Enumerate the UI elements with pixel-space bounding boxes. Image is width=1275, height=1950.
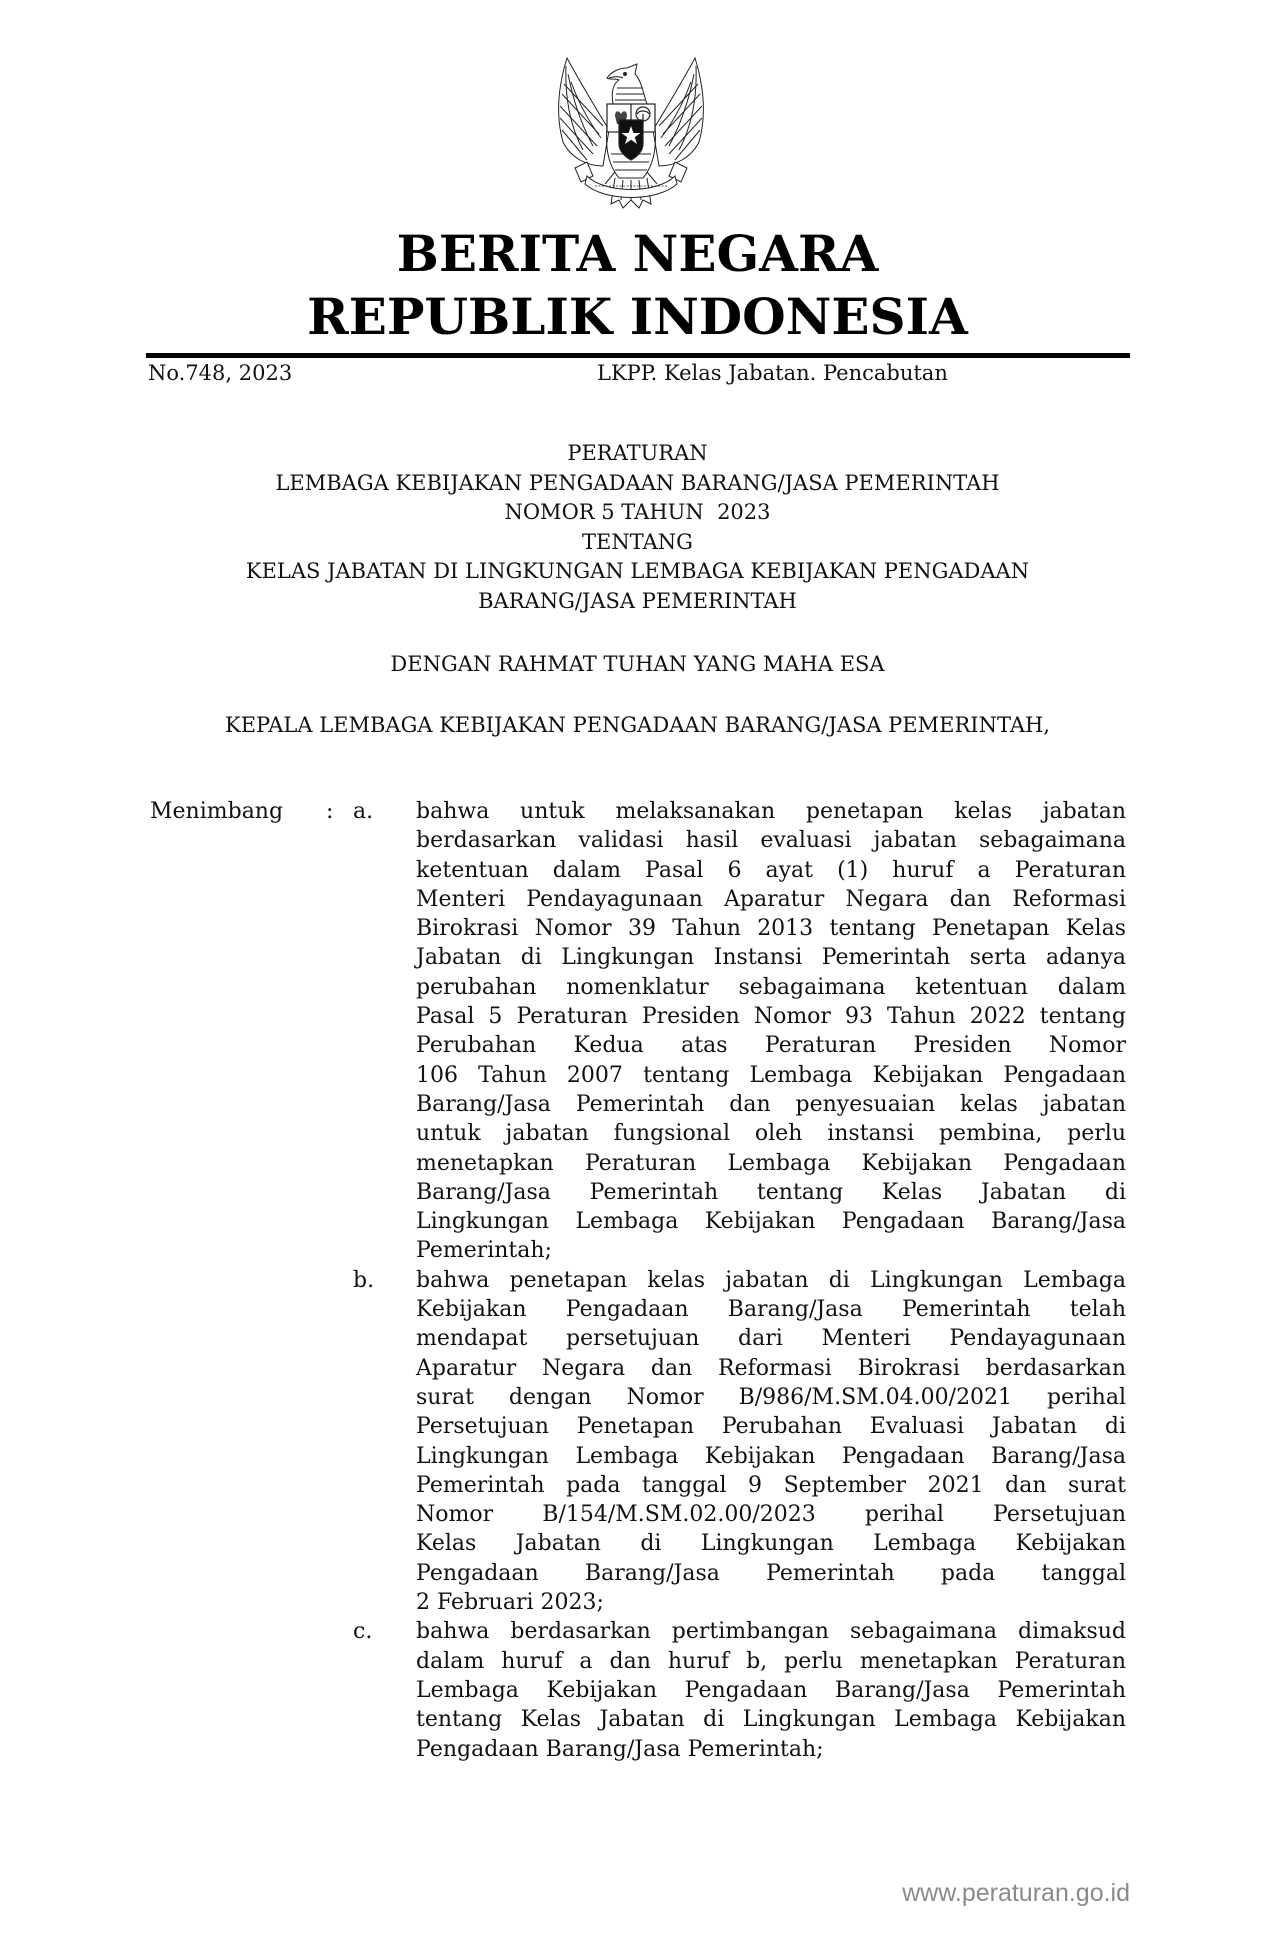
masthead-rule bbox=[146, 353, 1130, 358]
item-body bbox=[416, 1617, 1126, 1763]
body-line: 106 Tahun 2007 tentang Lembaga Kebijakan Pengadaan bbox=[416, 1062, 1126, 1088]
issuing-authority bbox=[0, 711, 1275, 741]
considerations-colon: : bbox=[326, 799, 334, 824]
body-line: Jabatan di Lingkungan Instansi Pemerintah serta adanya bbox=[416, 945, 1126, 971]
shield bbox=[607, 104, 655, 160]
gazette-number: No.748, 2023 bbox=[148, 361, 293, 385]
body-line: berdasarkan validasi hasil evaluasi jabatan sebagaimana bbox=[416, 828, 1126, 854]
body-line: Lingkungan Lembaga Kebijakan Pengadaan Barang/Jasa bbox=[416, 1443, 1126, 1469]
considerations-label: Menimbang bbox=[150, 799, 284, 824]
body-line: Menteri Pendayagunaan Aparatur Negara dan Reformasi bbox=[416, 886, 1126, 912]
garuda-pancasila-emblem bbox=[553, 54, 709, 214]
body-line: Pemerintah pada tanggal 9 September 2021 dan surat bbox=[416, 1472, 1126, 1498]
body-line: Perubahan Kedua atas Peraturan Presiden Nomor bbox=[416, 1033, 1126, 1059]
body-line: Lingkungan Lembaga Kebijakan Pengadaan Barang/Jasa bbox=[416, 1209, 1126, 1235]
body-line: menetapkan Peraturan Lembaga Kebijakan Pengadaan bbox=[416, 1150, 1126, 1176]
body-line: ketentuan dalam Pasal 6 ayat (1) huruf a Peraturan bbox=[416, 857, 1126, 883]
body-line: Aparatur Negara dan Reformasi Birokrasi berdasarkan bbox=[416, 1355, 1126, 1381]
authority-text: KEPALA LEMBAGA KEBIJAKAN PENGADAAN BARANG/JASA PEMERINTAH, bbox=[225, 713, 1050, 737]
body-line: perubahan nomenklatur sebagaimana ketentuan dalam bbox=[416, 974, 1126, 1000]
body-line: Pengadaan Barang/Jasa Pemerintah pada tanggal bbox=[416, 1560, 1126, 1586]
body-line: Birokrasi Nomor 39 Tahun 2013 tentang Penetapan Kelas bbox=[416, 916, 1126, 942]
title-line: NOMOR 5 TAHUN 2023 bbox=[504, 500, 771, 524]
title-line: TENTANG bbox=[582, 529, 693, 554]
considerations-section bbox=[0, 797, 1275, 1764]
body-line: Pasal 5 Peraturan Presiden Nomor 93 Tahun 2022 tentang bbox=[416, 1004, 1126, 1030]
body-line: Lembaga Kebijakan Pengadaan Barang/Jasa Pemerintah bbox=[416, 1677, 1126, 1703]
opening-phrase bbox=[0, 650, 1275, 680]
body-line: Pengadaan Barang/Jasa Pemerintah; bbox=[416, 1736, 824, 1762]
title-line: PERATURAN bbox=[567, 441, 708, 465]
body-line: dalam huruf a dan huruf b, perlu menetapkan Peraturan bbox=[416, 1648, 1126, 1674]
regulation-title bbox=[0, 439, 1275, 616]
body-line: surat dengan Nomor B/986/M.SM.04.00/2021 perihal bbox=[416, 1384, 1126, 1410]
item-letter: c. bbox=[353, 1619, 373, 1645]
body-line: bahwa untuk melaksanakan penetapan kelas jabatan bbox=[416, 799, 1126, 824]
body-line: Kebijakan Pengadaan Barang/Jasa Pemerintah telah bbox=[416, 1297, 1126, 1323]
motto-ribbon bbox=[575, 162, 687, 198]
body-line: bahwa berdasarkan pertimbangan sebagaimana dimaksud bbox=[416, 1619, 1126, 1645]
body-line: tentang Kelas Jabatan di Lingkungan Lembaga Kebijakan bbox=[416, 1707, 1126, 1733]
opening-text: DENGAN RAHMAT TUHAN YANG MAHA ESA bbox=[390, 652, 885, 676]
item-letter: b. bbox=[353, 1267, 375, 1293]
item-body bbox=[416, 797, 1126, 1266]
masthead-line-2: REPUBLIK INDONESIA bbox=[307, 287, 968, 346]
item-body bbox=[416, 1266, 1126, 1618]
title-line: BARANG/JASA PEMERINTAH bbox=[478, 588, 797, 613]
gazette-subject: LKPP. Kelas Jabatan. Pencabutan bbox=[597, 361, 948, 385]
masthead-line-1: BERITA NEGARA bbox=[396, 224, 879, 283]
body-line: Pemerintah; bbox=[416, 1238, 552, 1264]
body-line: Nomor B/154/M.SM.02.00/2023 perihal Persetujuan bbox=[416, 1502, 1126, 1528]
body-line: untuk jabatan fungsional oleh instansi pembina, perlu bbox=[416, 1121, 1126, 1147]
body-line: Persetujuan Penetapan Perubahan Evaluasi Jabatan di bbox=[416, 1414, 1126, 1440]
consideration-item-c bbox=[0, 1617, 1275, 1763]
body-line: 2 Februari 2023; bbox=[416, 1590, 604, 1616]
body-line: Kelas Jabatan di Lingkungan Lembaga Kebijakan bbox=[416, 1531, 1126, 1557]
body-line: bahwa penetapan kelas jabatan di Lingkungan Lembaga bbox=[416, 1267, 1126, 1293]
masthead bbox=[0, 222, 1275, 348]
body-line: Barang/Jasa Pemerintah tentang Kelas Jabatan di bbox=[416, 1179, 1126, 1205]
title-line: LEMBAGA KEBIJAKAN PENGADAAN BARANG/JASA PEMERINTAH bbox=[275, 470, 1000, 495]
consideration-item-a bbox=[0, 797, 1275, 1266]
title-line: KELAS JABATAN DI LINGKUNGAN LEMBAGA KEBIJAKAN PENGADAAN bbox=[245, 559, 1030, 583]
footer-website-link[interactable]: www.peraturan.go.id bbox=[902, 1879, 1130, 1907]
consideration-item-b bbox=[0, 1266, 1275, 1618]
body-line: Barang/Jasa Pemerintah dan penyesuaian kelas jabatan bbox=[416, 1091, 1126, 1117]
body-line: mendapat persetujuan dari Menteri Pendayagunaan bbox=[416, 1326, 1126, 1352]
item-letter: a. bbox=[353, 799, 374, 824]
head bbox=[607, 64, 647, 104]
